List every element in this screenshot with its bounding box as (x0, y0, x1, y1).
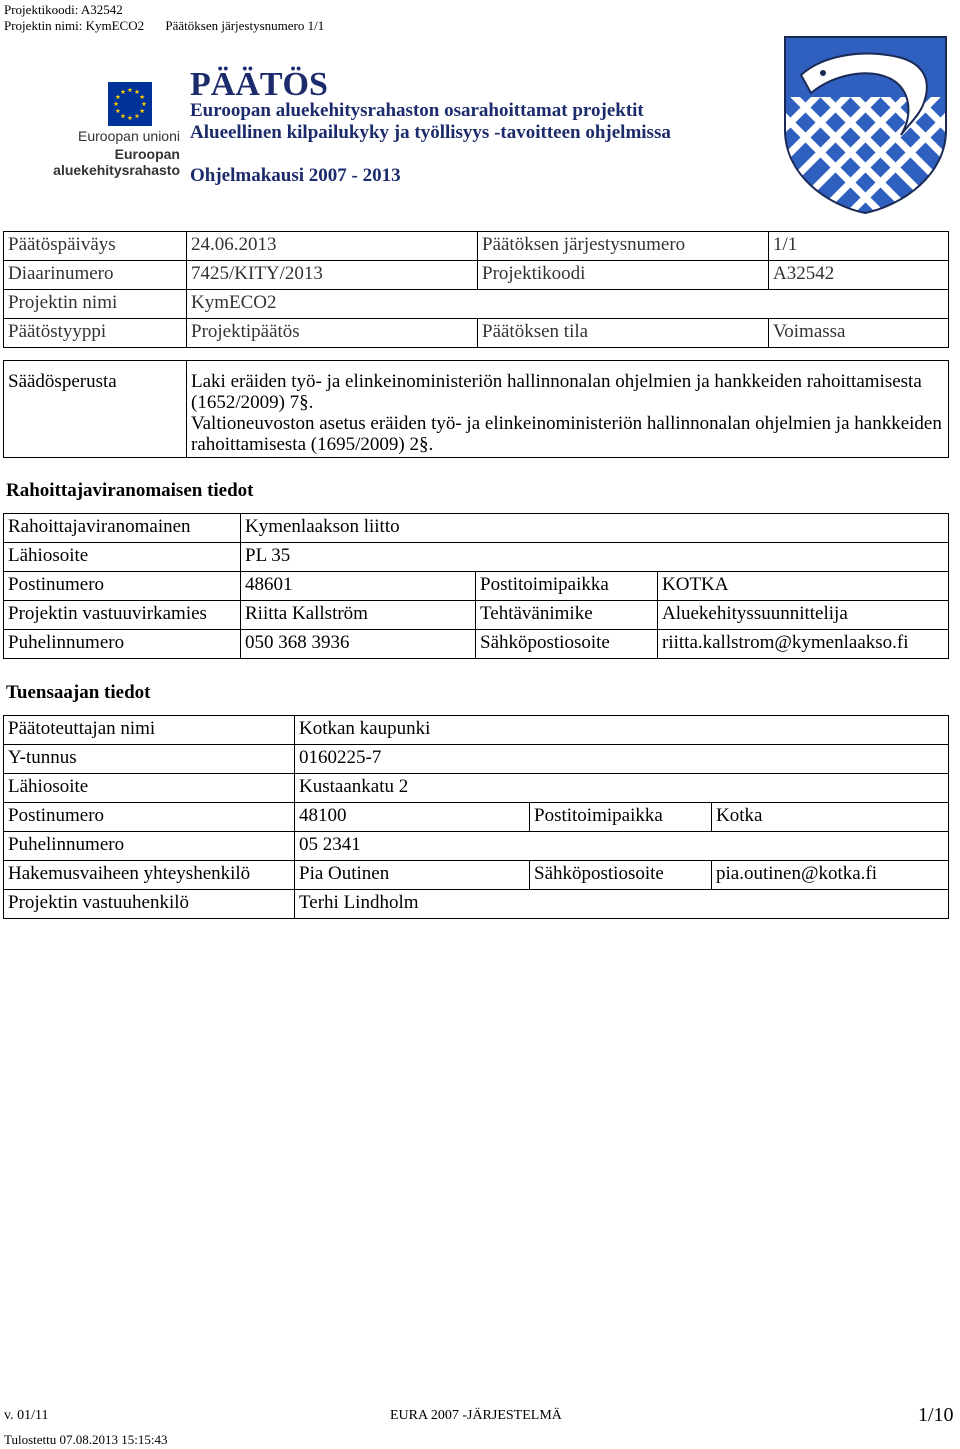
table-row (4, 630, 949, 659)
table-row (4, 774, 949, 803)
label-cell: Puhelinnumero (4, 832, 295, 861)
value-cell: 48100 (295, 803, 530, 832)
coat-of-arms-icon (783, 35, 948, 215)
page-title: PÄÄTÖS (190, 66, 328, 103)
value-cell: Kotkan kaupunki (295, 716, 949, 745)
table-row (4, 290, 949, 319)
program-period: Ohjelmakausi 2007 - 2013 (190, 165, 401, 186)
legal-line-1: Laki eräiden työ- ja elinkeinoministeriön hallinnonalan ohjelmien ja hankkeiden rahoittamisesta (1652/2009) 7§. (191, 371, 922, 413)
label-cell: Sähköpostiosoite (476, 630, 658, 659)
label-cell: Päätöksen järjestysnumero (478, 232, 769, 261)
label-cell: Sähköpostiosoite (530, 861, 712, 890)
label-cell: Postinumero (4, 572, 241, 601)
footer-system: EURA 2007 -JÄRJESTELMÄ (390, 1408, 562, 1423)
label-cell: Hakemusvaiheen yhteyshenkilö (4, 861, 295, 890)
label-cell: Päätoteuttajan nimi (4, 716, 295, 745)
legal-basis-table (3, 360, 949, 458)
decision-info-table (3, 231, 949, 348)
value-cell: 05 2341 (295, 832, 949, 861)
footer-version: v. 01/11 (4, 1408, 49, 1423)
table-row (4, 716, 949, 745)
label-cell: Projektikoodi (478, 261, 769, 290)
label-cell: Postitoimipaikka (476, 572, 658, 601)
page-subtitle-1: Euroopan aluekehitysrahaston osarahoittamat projektit (190, 100, 644, 121)
value-cell: 050 368 3936 (241, 630, 476, 659)
funding-section-heading: Rahoittajaviranomaisen tiedot (6, 480, 254, 501)
label-cell: Puhelinnumero (4, 630, 241, 659)
table-row (4, 543, 949, 572)
value-cell: 24.06.2013 (187, 232, 478, 261)
email-value: pia.outinen@kotka.fi (712, 861, 949, 890)
eu-union-label: Euroopan unioni (78, 128, 180, 144)
beneficiary-table (3, 715, 949, 919)
value-cell: PL 35 (241, 543, 949, 572)
eu-logo (4, 80, 180, 178)
table-row (4, 361, 949, 458)
footer-page-number: 1/10 (918, 1404, 954, 1426)
label-cell: Postinumero (4, 803, 295, 832)
label-cell: Päätöspäiväys (4, 232, 187, 261)
label-cell: Projektin vastuuvirkamies (4, 601, 241, 630)
value-cell: Kotka (712, 803, 949, 832)
value-cell: 7425/KITY/2013 (187, 261, 478, 290)
funding-authority-table (3, 513, 949, 659)
legal-basis-text (187, 361, 949, 458)
label-cell: Projektin vastuuhenkilö (4, 890, 295, 919)
value-cell: Pia Outinen (295, 861, 530, 890)
table-row (4, 514, 949, 543)
email-value: riitta.kallstrom@kymenlaakso.fi (658, 630, 949, 659)
label-cell: Postitoimipaikka (530, 803, 712, 832)
table-row (4, 601, 949, 630)
label-cell: Päätöstyyppi (4, 319, 187, 348)
value-cell: 1/1 (769, 232, 949, 261)
eu-flag-icon (108, 82, 152, 126)
value-cell: KymECO2 (187, 290, 949, 319)
label-cell: Lähiosoite (4, 774, 295, 803)
table-row (4, 572, 949, 601)
beneficiary-section-heading: Tuensaajan tiedot (6, 682, 151, 703)
label-cell: Lähiosoite (4, 543, 241, 572)
table-row (4, 319, 949, 348)
table-row (4, 861, 949, 890)
value-cell: Aluekehityssuunnittelija (658, 601, 949, 630)
value-cell: Terhi Lindholm (295, 890, 949, 919)
footer-print-time: Tulostettu 07.08.2013 15:15:43 (4, 1432, 168, 1447)
label-cell: Rahoittajaviranomainen (4, 514, 241, 543)
table-row (4, 890, 949, 919)
value-cell: Projektipäätös (187, 319, 478, 348)
page-subtitle-2: Alueellinen kilpailukyky ja työllisyys -tavoitteen ohjelmissa (190, 122, 671, 143)
label-cell: Tehtävänimike (476, 601, 658, 630)
value-cell: Voimassa (769, 319, 949, 348)
label-cell: Diaarinumero (4, 261, 187, 290)
meta-project-name: Projektin nimi: KymECO2 (4, 18, 145, 33)
table-row (4, 803, 949, 832)
table-row (4, 261, 949, 290)
legal-basis-label: Säädösperusta (4, 361, 187, 458)
legal-line-2: Valtioneuvoston asetus eräiden työ- ja elinkeinoministeriön hallinnonalan ohjelmien ja hankkeiden rahoittamisesta (1695/2009) 2§. (191, 413, 942, 455)
top-meta (4, 2, 342, 34)
meta-project-code: Projektikoodi: A32542 (4, 2, 123, 17)
value-cell: 48601 (241, 572, 476, 601)
value-cell: Kustaankatu 2 (295, 774, 949, 803)
table-row (4, 832, 949, 861)
label-cell: Päätöksen tila (478, 319, 769, 348)
label-cell: Y-tunnus (4, 745, 295, 774)
meta-decision-number: Päätöksen järjestysnumero 1/1 (165, 18, 325, 33)
value-cell: A32542 (769, 261, 949, 290)
eu-fund-label: Euroopan aluekehitysrahasto (53, 146, 180, 178)
value-cell: KOTKA (658, 572, 949, 601)
value-cell: Kymenlaakson liitto (241, 514, 949, 543)
label-cell: Projektin nimi (4, 290, 187, 319)
table-row (4, 232, 949, 261)
value-cell: 0160225-7 (295, 745, 949, 774)
value-cell: Riitta Kallström (241, 601, 476, 630)
table-row (4, 745, 949, 774)
